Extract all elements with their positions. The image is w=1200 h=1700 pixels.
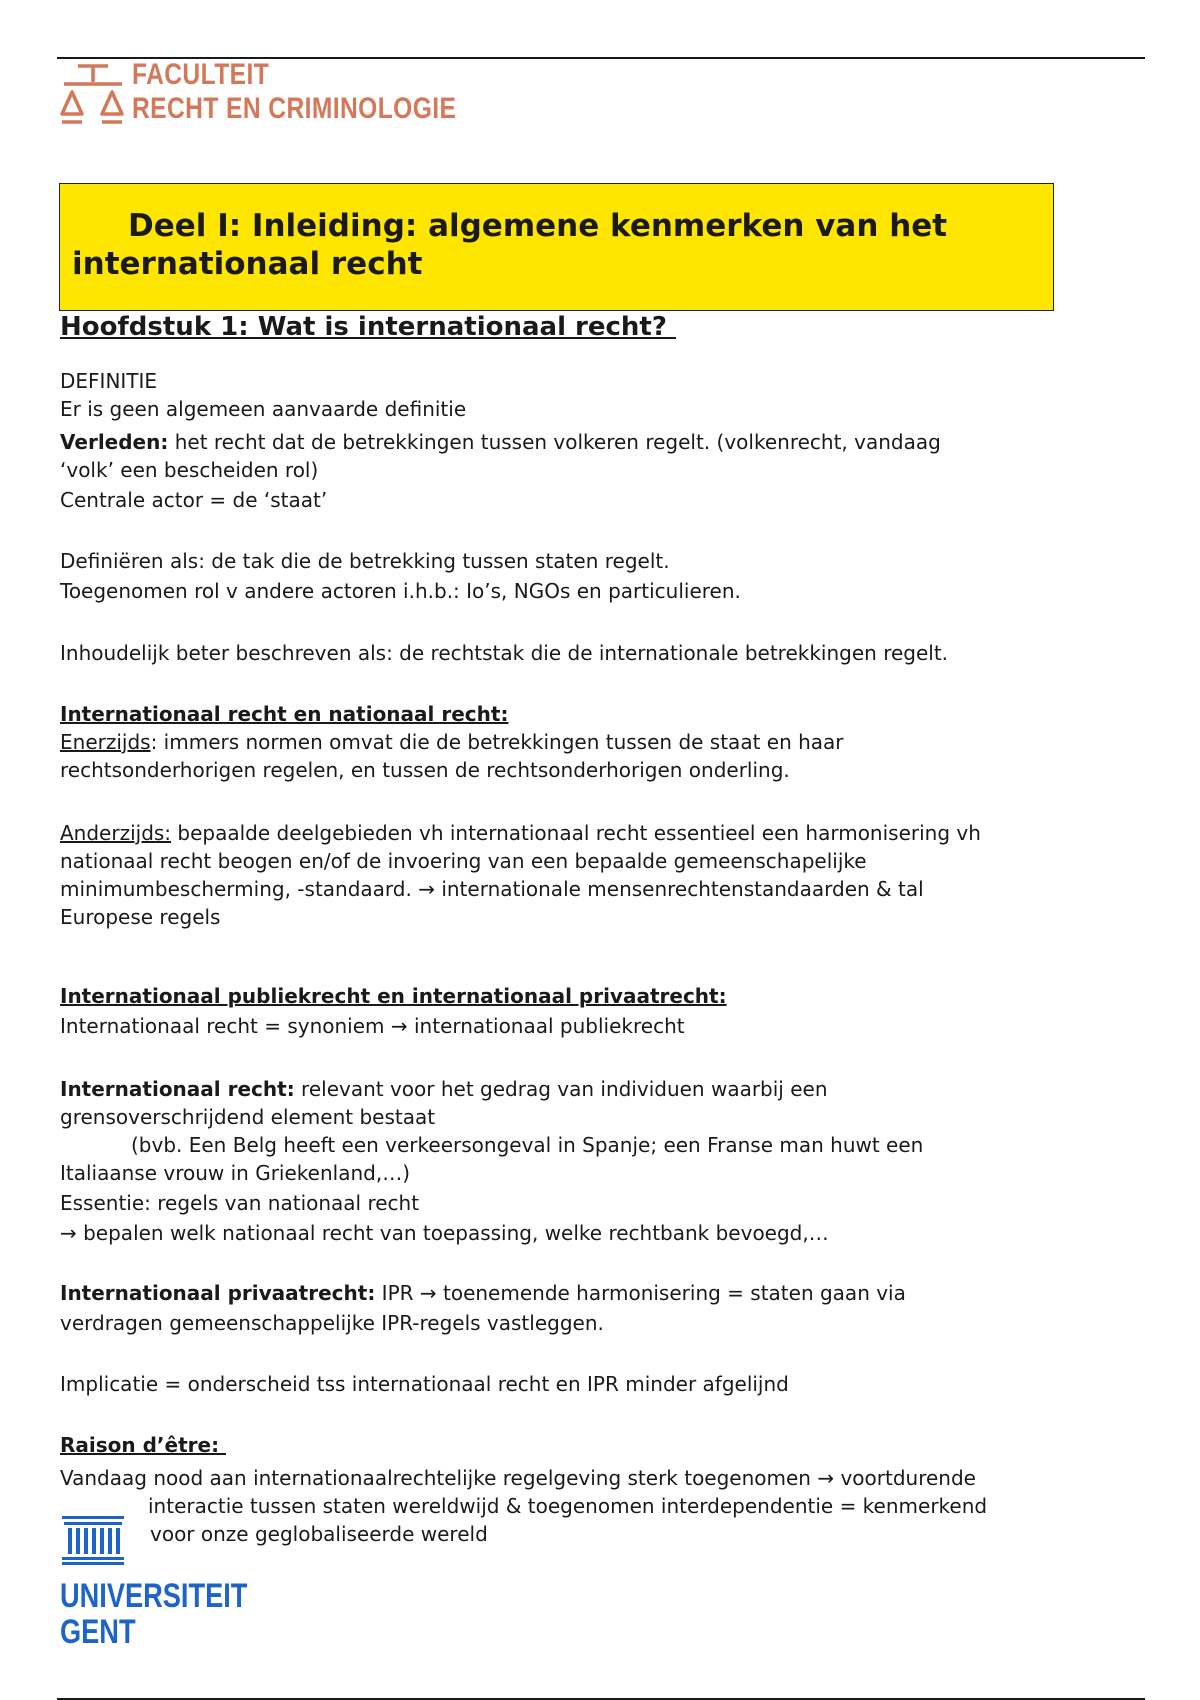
text-line: → bepalen welk nationaal recht van toepassing, welke rechtbank bevoegd,… xyxy=(60,1221,829,1245)
part-title-line2: internationaal recht xyxy=(72,246,423,282)
underlined-label: Enerzijds xyxy=(60,730,151,754)
faculty-line2: RECHT EN CRIMINOLOGIE xyxy=(132,92,457,125)
part-title-banner xyxy=(59,183,1054,311)
text-line: DEFINITIE xyxy=(60,369,158,393)
text-run: : immers normen omvat die de betrekkingen tussen de staat en haar xyxy=(150,730,844,754)
text-run: het recht dat de betrekkingen tussen volkeren regelt. (volkenrecht, vandaag xyxy=(168,430,941,454)
text-line xyxy=(60,1281,906,1305)
section-heading: Internationaal publiekrecht en internationaal privaatrecht: xyxy=(60,984,727,1008)
building-columns-icon xyxy=(60,1500,126,1566)
text-line: Italiaanse vrouw in Griekenland,…) xyxy=(60,1161,410,1185)
text-line: Internationaal recht = synoniem → internationaal publiekrecht xyxy=(60,1014,685,1038)
text-line: ‘volk’ een bescheiden rol) xyxy=(60,458,319,482)
text-line: rechtsonderhorigen regelen, en tussen de rechtsonderhorigen onderling. xyxy=(60,758,790,782)
text-line xyxy=(60,430,941,454)
text-line: interactie tussen staten wereldwijd & toegenomen interdependentie = kenmerkend xyxy=(148,1494,988,1518)
chapter-title: Hoofdstuk 1: Wat is internationaal recht? xyxy=(60,312,676,342)
section-heading: Internationaal recht en nationaal recht: xyxy=(60,702,509,726)
text-line: grensoverschrijdend element bestaat xyxy=(60,1105,436,1129)
text-line: Inhoudelijk beter beschreven als: de rechtstak die de internationale betrekkingen regelt. xyxy=(60,641,949,665)
text-line: Centrale actor = de ‘staat’ xyxy=(60,488,328,512)
part-title-line1: Deel I: Inleiding: algemene kenmerken van het xyxy=(128,208,948,244)
university-logo xyxy=(60,1500,260,1650)
text-run: bepaalde deelgebieden vh internationaal recht essentieel een harmonisering vh xyxy=(171,821,981,845)
text-line: (bvb. Een Belg heeft een verkeersongeval in Spanje; een Franse man huwt een xyxy=(131,1133,924,1157)
faculty-logo xyxy=(60,58,480,128)
text-line: nationaal recht beogen en/of de invoering van een bepaalde gemeenschapelijke xyxy=(60,849,867,873)
text-run: IPR → toenemende harmonisering = staten gaan via xyxy=(375,1281,906,1305)
text-line: Implicatie = onderscheid tss internationaal recht en IPR minder afgelijnd xyxy=(60,1372,789,1396)
university-line2: GENT xyxy=(60,1613,136,1651)
text-line: Er is geen algemeen aanvaarde definitie xyxy=(60,397,467,421)
text-line: Toegenomen rol v andere actoren i.h.b.: Io’s, NGOs en particulieren. xyxy=(60,579,741,603)
text-line: voor onze geglobaliseerde wereld xyxy=(150,1522,488,1546)
text-line: Essentie: regels van nationaal recht xyxy=(60,1191,420,1215)
faculty-logo-text xyxy=(132,58,456,126)
text-line xyxy=(60,821,981,845)
text-line: Europese regels xyxy=(60,905,221,929)
faculty-line1: FACULTEIT xyxy=(132,58,270,91)
text-line: verdragen gemeenschappelijke IPR-regels vastleggen. xyxy=(60,1311,604,1335)
bold-label: Verleden: xyxy=(60,430,169,454)
text-line: Definiëren als: de tak die de betrekking tussen staten regelt. xyxy=(60,549,670,573)
section-heading: Raison d’être: xyxy=(60,1433,227,1457)
bold-label: Internationaal privaatrecht: xyxy=(60,1281,376,1305)
university-line1: UNIVERSITEIT xyxy=(60,1577,248,1615)
text-line: Vandaag nood aan internationaalrechtelijke regelgeving sterk toegenomen → voortdurende xyxy=(60,1466,976,1490)
underlined-label: Anderzijds: xyxy=(60,821,172,845)
text-line xyxy=(60,1077,828,1101)
text-run: relevant voor het gedrag van individuen waarbij een xyxy=(294,1077,828,1101)
text-line: minimumbescherming, -standaard. → internationale mensenrechtenstandaarden & tal xyxy=(60,877,924,901)
scales-icon xyxy=(60,62,126,130)
text-line xyxy=(60,730,844,754)
bold-label: Internationaal recht: xyxy=(60,1077,295,1101)
